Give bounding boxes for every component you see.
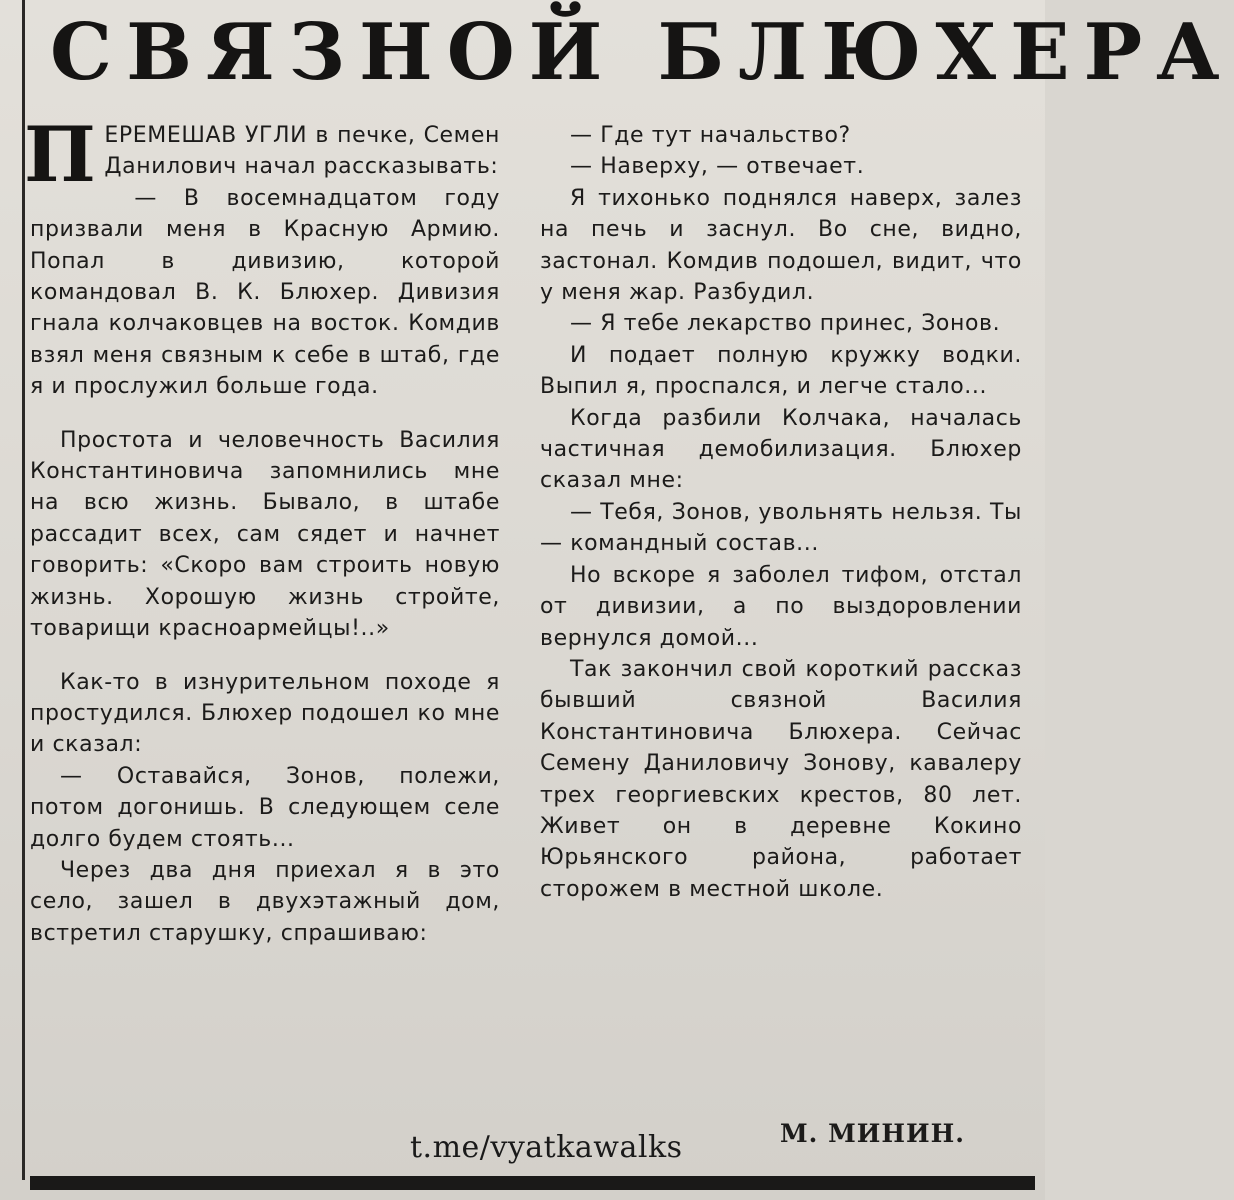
paragraph: И подает полную кружку водки. Выпил я, проспался, и легче стало... xyxy=(540,342,1022,400)
paragraph: — Оставайся, Зонов, полежи, потом догонишь. В следующем селе долго будем стоять... xyxy=(30,763,500,852)
paragraph: — В восемнадцатом году призвали меня в Красную Армию. Попал в дивизию, которой командовал В. К. Блюхер. Дивизия гнала колчаковцев на восток. Комдив взял меня связным к себе в штаб, где я и прослужил больше года. xyxy=(30,185,500,400)
bottom-border-rule xyxy=(30,1176,1035,1190)
paragraph: Простота и человечность Василия Константиновича запомнились мне на всю жизнь. Бывало, в штабе рассадит всех, сам сядет и начнет говорить: «Скоро вам строить новую жизнь. Хорошую жизнь стройте, товарищи красноармейцы!..» xyxy=(30,427,500,642)
paragraph: — Наверху, — отвечает. xyxy=(570,154,865,180)
left-column xyxy=(24,110,500,949)
paragraph: Но вскоре я заболел тифом, отстал от дивизии, а по выздоровлении вернулся домой... xyxy=(540,562,1022,651)
paragraph: Когда разбили Колчака, началась частичная демобилизация. Блюхер сказал мне: xyxy=(540,405,1022,494)
right-column xyxy=(540,120,1022,905)
channel-watermark: t.me/vyatkawalks xyxy=(410,1130,683,1165)
paragraph: Через два дня приехал я в это село, зашел в двухэтажный дом, встретил старушку, спрашиваю: xyxy=(30,857,500,946)
article-headline: СВЯЗНОЙ БЛЮХЕРА xyxy=(50,7,1234,98)
paragraph: — Где тут начальство? xyxy=(570,123,851,148)
paragraph: Так закончил свой короткий рассказ бывший связной Василия Константиновича Блюхера. Сейчас Семену Даниловичу Зонову, кавалеру трех георгиевских крестов, 80 лет. Живет он в деревне Кокино Юрьянского района, работает сторожем в местной школе. xyxy=(540,656,1022,902)
drop-cap: П xyxy=(24,110,97,199)
paragraph: — Я тебе лекарство принес, Зонов. xyxy=(570,311,1001,337)
paragraph: — Тебя, Зонов, увольнять нельзя. Ты — командный состав... xyxy=(540,499,1022,557)
paragraph: Как-то в изнурительном походе я простудился. Блюхер подошел ко мне и сказал: xyxy=(30,669,500,758)
lead-text: ЕРЕМЕШАВ УГЛИ в печке, Семен Данилович начал рассказывать: xyxy=(104,123,500,180)
author-signature: М. МИНИН. xyxy=(780,1119,965,1148)
paragraph: Я тихонько поднялся наверх, залез на печь и заснул. Во сне, видно, застонал. Комдив подошел, видит, что у меня жар. Разбудил. xyxy=(540,185,1022,306)
lead-paragraph xyxy=(24,110,500,199)
